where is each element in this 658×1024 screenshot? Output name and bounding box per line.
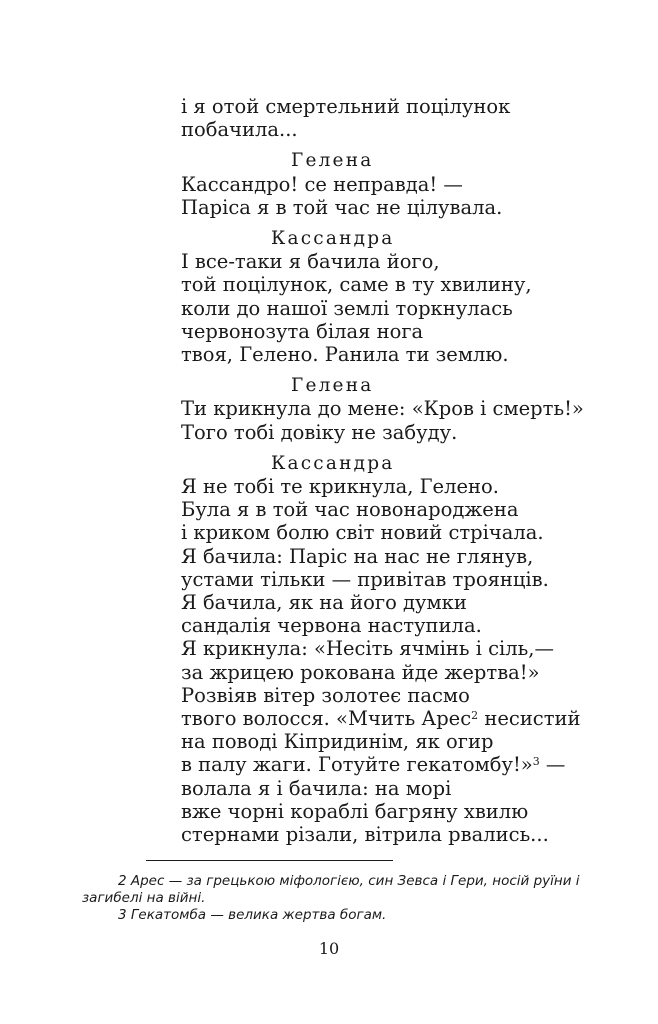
verse-line-text: несистий	[478, 707, 581, 731]
verse-line: сандалія червона наступила.	[181, 614, 482, 638]
verse-line: Кассандро! се неправда! —	[181, 172, 463, 196]
verse-line: побачила...	[181, 118, 298, 142]
verse-line: червонозута білая нога	[181, 319, 424, 343]
verse-line: твоя, Гелено. Ранила ти землю.	[181, 343, 509, 367]
footnote-marker: 2	[471, 709, 479, 723]
speaker-name: Гелена	[291, 375, 374, 397]
verse-line: Паріса я в той час не цілувала.	[181, 195, 503, 219]
verse-line: Ти крикнула до мене: «Кров і смерть!»	[181, 397, 584, 421]
verse-line: і криком болю світ новий стрічала.	[181, 521, 544, 545]
verse-line: Я не тобі те крикнула, Гелено.	[181, 475, 499, 499]
speaker-name: Гелена	[291, 150, 374, 172]
verse-line: волала я і бачила: на морі	[181, 776, 452, 800]
verse-line: Я бачила, як на його думки	[181, 591, 467, 615]
verse-line: Того тобі довіку не забуду.	[181, 420, 458, 444]
verse-line: той поцілунок, саме в ту хвилину,	[181, 273, 532, 297]
verse-line-text: —	[539, 753, 566, 777]
verse-line: вже чорні кораблі багряну хвилю	[181, 799, 529, 823]
verse-line-text: в палу жаги. Готуйте гекатомбу!»	[181, 753, 533, 777]
footnote-divider	[146, 860, 393, 861]
verse-line: на поводі Кіпридинім, як огир	[181, 730, 494, 754]
verse-block	[181, 95, 621, 846]
speaker-name: Кассандра	[271, 452, 395, 474]
verse-line: Я крикнула: «Несіть ячмінь і сіль,—	[181, 637, 554, 661]
verse-line: Я бачила: Паріс на нас не глянув,	[181, 544, 534, 568]
speaker-name: Кассандра	[271, 228, 395, 250]
footnote-2: 2 Арес — за грецькою міфологією, син Зевса і Гери, носій руїни і загибелі на війні.	[82, 873, 580, 906]
verse-line: стернами різали, вітрила рвались...	[181, 823, 549, 847]
verse-line	[181, 753, 621, 776]
footnote-3: 3 Гекатомба — велика жертва богам.	[118, 907, 387, 923]
verse-line: І все-таки я бачила його,	[181, 250, 440, 274]
footnotes	[82, 873, 582, 924]
verse-line: устами тільки — привітав троянців.	[181, 567, 549, 591]
verse-line-text: твого волосся. «Мчить Арес	[181, 707, 472, 731]
verse-line	[181, 707, 621, 730]
verse-line: Була я в той час новонароджена	[181, 498, 519, 522]
verse-line: коли до нашої землі торкнулась	[181, 296, 513, 320]
verse-line: і я отой смертельний поцілунок	[181, 95, 511, 118]
page-number: 10	[318, 939, 340, 958]
footnote-marker: 3	[532, 755, 540, 769]
verse-line: Розвіяв вітер золотеє пасмо	[181, 683, 470, 707]
verse-line: за жрицею рокована йде жертва!»	[181, 660, 540, 684]
